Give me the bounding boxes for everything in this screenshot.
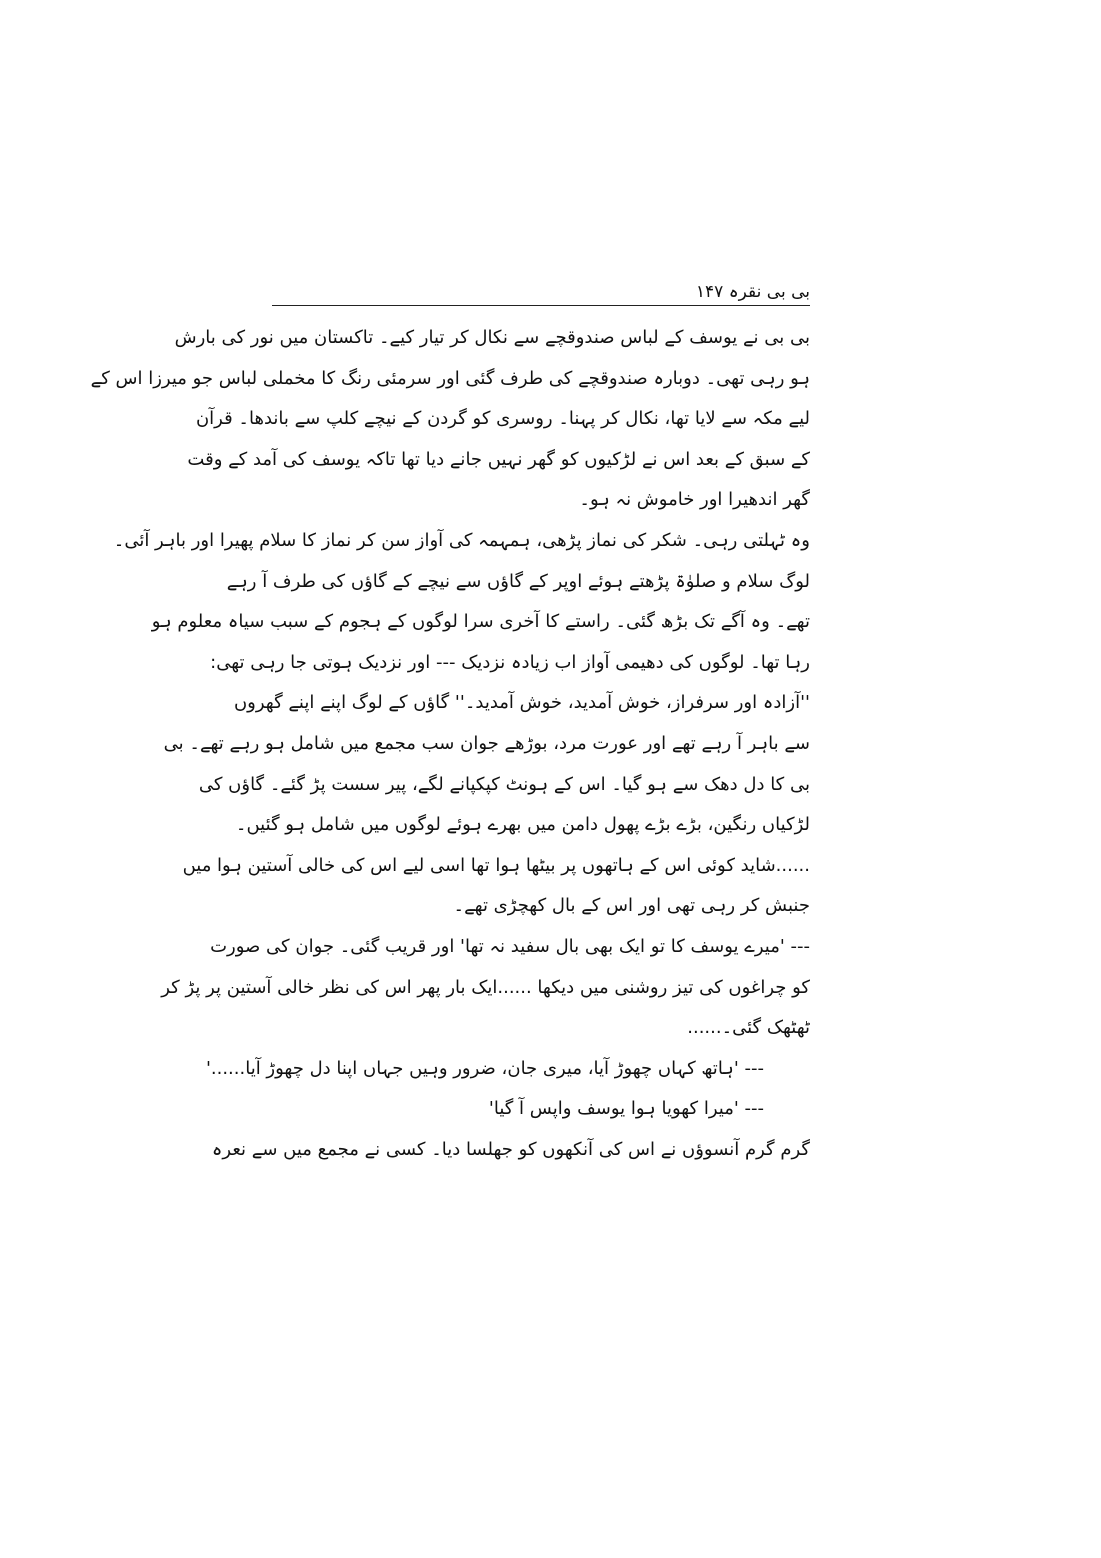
- text-line: وہ ٹہلتی رہی۔ شکر کی نماز پڑھی، ہمہمہ کی آواز سن کر نماز کا سلام پھیرا اور باہر آئی۔: [113, 529, 810, 551]
- page-number: ۱۴۷: [695, 282, 724, 302]
- text-line: گرم گرم آنسوؤں نے اس کی آنکھوں کو جھلسا دیا۔ کسی نے مجمع میں سے نعرہ: [211, 1138, 810, 1160]
- text-line: کے سبق کے بعد اس نے لڑکیوں کو گھر نہیں جانے دیا تھا تاکہ یوسف کی آمد کے وقت: [187, 448, 810, 470]
- text-line: --- 'میرے یوسف کا تو ایک بھی بال سفید نہ تھا' اور قریب گئی۔ جوان کی صورت: [210, 935, 810, 957]
- running-title: بی بی نقرہ: [728, 282, 810, 302]
- text-line: کو چراغوں کی تیز روشنی میں دیکھا ......ایک بار پھر اس کی نظر خالی آستین پر پڑ کر: [161, 976, 810, 998]
- text-line: ......شاید کوئی اس کے ہاتھوں پر بیٹھا ہوا تھا اسی لیے اس کی خالی آستین ہوا میں: [182, 854, 810, 876]
- text-line: تھے۔ وہ آگے تک بڑھ گئی۔ راستے کا آخری سرا لوگوں کے ہجوم کے سبب سیاہ معلوم ہو: [151, 611, 810, 633]
- body-text: [90, 318, 810, 1170]
- text-line: لوگ سلام و صلوٰۃ پڑھتے ہوئے اوپر کے گاؤں سے نیچے کے گاؤں کی طرف آ رہے: [226, 570, 810, 592]
- text-line: --- 'میرا کھویا ہوا یوسف واپس آ گیا': [488, 1098, 764, 1120]
- text-line: بی بی نے یوسف کے لباس صندوقچے سے نکال کر تیار کیے۔ تاکستان میں نور کی بارش: [174, 327, 810, 348]
- text-line: سے باہر آ رہے تھے اور عورت مرد، بوڑھے جوان سب مجمع میں شامل ہو رہے تھے۔ بی: [163, 732, 810, 754]
- page-header: [272, 280, 810, 306]
- text-line: جنبش کر رہی تھی اور اس کے بال کھچڑی تھے۔: [453, 895, 810, 917]
- text-line: لڑکیاں رنگین، بڑے بڑے پھول دامن میں بھرے ہوئے لوگوں میں شامل ہو گئیں۔: [235, 814, 810, 836]
- text-line: ہو رہی تھی۔ دوبارہ صندوقچے کی طرف گئی اور سرمئی رنگ کا مخملی لباس جو میرزا اس کے: [90, 367, 810, 389]
- text-line: گھر اندھیرا اور خاموش نہ ہو۔: [579, 489, 810, 511]
- text-line: رہا تھا۔ لوگوں کی دھیمی آواز اب زیادہ نزدیک --- اور نزدیک ہوتی جا رہی تھی:: [210, 651, 810, 673]
- running-header: [696, 280, 810, 304]
- text-line: ٹھٹھک گئی۔......: [687, 1017, 810, 1039]
- text-line: لیے مکہ سے لایا تھا، نکال کر پہنا۔ روسری کو گردن کے نیچے کلپ سے باندھا۔ قرآن: [195, 408, 810, 430]
- header-divider: [272, 305, 810, 306]
- text-line: بی کا دل دھک سے ہو گیا۔ اس کے ہونٹ کپکپانے لگے، پیر سست پڑ گئے۔ گاؤں کی: [198, 773, 810, 795]
- text-line: ''آزادہ اور سرفراز، خوش آمدید، خوش آمدید۔'' گاؤں کے لوگ اپنے اپنے گھروں: [233, 692, 810, 714]
- text-line: --- 'ہاتھ کہاں چھوڑ آیا، میری جان، ضرور وہیں جہاں اپنا دل چھوڑ آیا......': [205, 1057, 764, 1079]
